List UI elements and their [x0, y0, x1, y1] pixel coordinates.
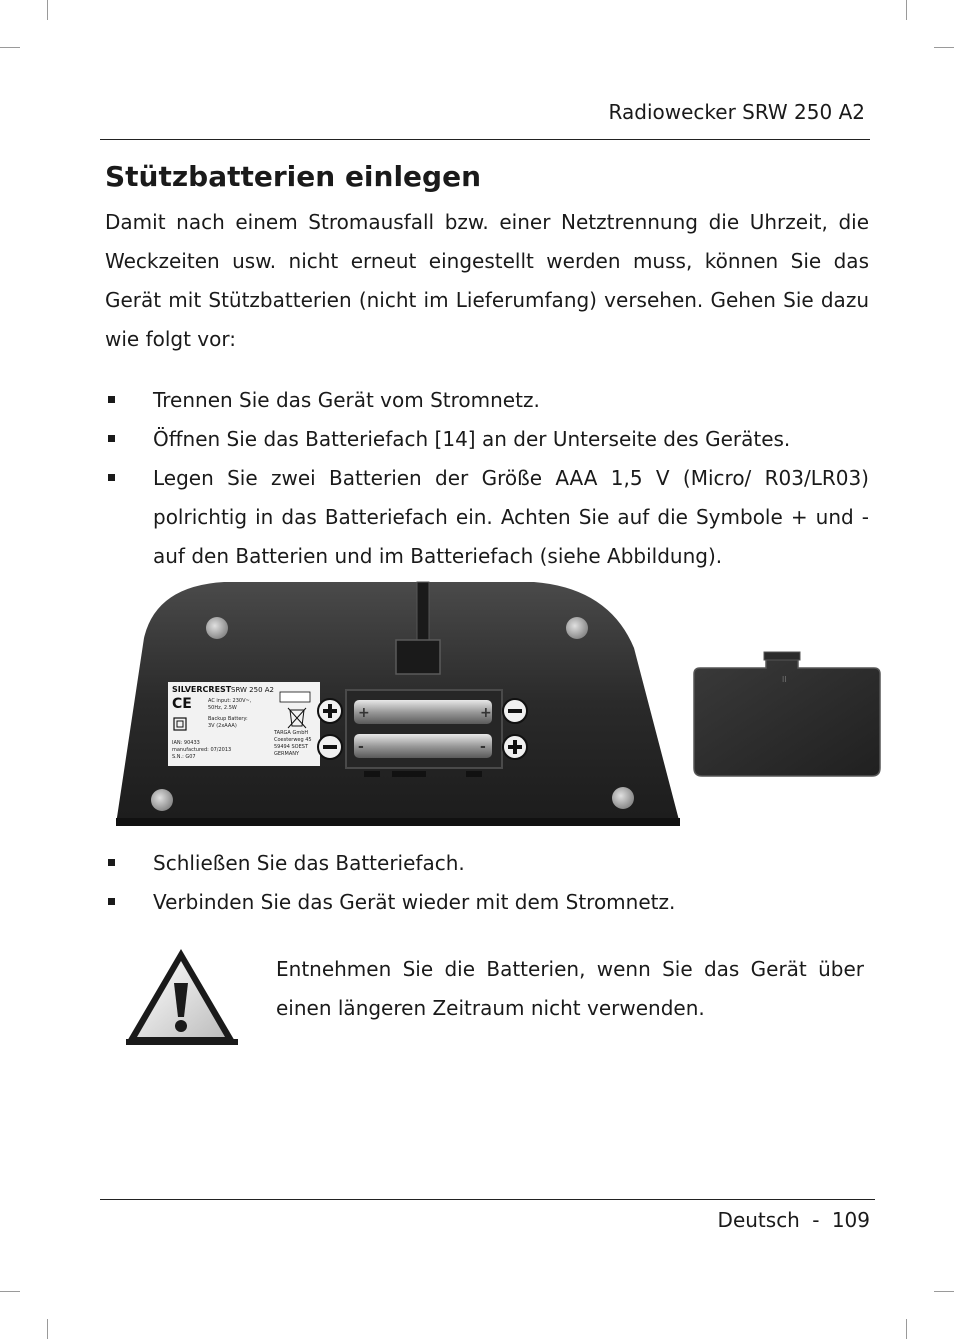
label-model: SRW 250 A2	[231, 686, 274, 694]
aaa-battery	[354, 700, 492, 724]
crop-mark	[0, 1291, 20, 1292]
bullet-square-icon	[108, 859, 115, 866]
plus-symbol-icon	[503, 735, 527, 759]
label-company-line: TARGA GmbH	[274, 730, 309, 736]
svg-text:-: -	[480, 739, 486, 755]
intro-paragraph: Damit nach einem Stromausfall bzw. einer Netztrennung die Uhrzeit, die Weckzeiten usw. nicht erneut eingestellt werden muss, können Sie das Gerät mit Stützbatterien (nicht im Lieferumfang) versehen. Gehen Sie dazu wie folgt vor:	[105, 210, 869, 351]
screw	[206, 617, 228, 639]
label-spec-line: 50Hz, 2.5W	[208, 705, 237, 711]
list-item: Verbinden Sie das Gerät wieder mit dem Stromnetz.	[105, 883, 869, 922]
battery-compartment-illustration	[114, 578, 882, 830]
list-item: Legen Sie zwei Batterien der Größe AAA 1,5 V (Micro/ R03/LR03) polrichtig in das Batteriefach ein. Achten Sie auf die Symbole + und - auf den Batterien und im Batteriefach (siehe Abbildung).	[105, 459, 869, 576]
page-footer	[100, 1208, 870, 1232]
type-label	[168, 682, 320, 766]
footer-rule	[100, 1199, 875, 1200]
section-title: Stützbatterien einlegen	[105, 160, 482, 193]
bullet-square-icon	[108, 396, 115, 403]
label-company-line: Coesterweg 45	[274, 737, 312, 743]
label-brand: SILVERCREST	[172, 685, 232, 694]
svg-text:+: +	[480, 705, 492, 721]
footer-language: Deutsch	[717, 1208, 800, 1232]
label-spec-line: 3V (2xAAA)	[208, 723, 237, 729]
label-ian-line: S.N.: G07	[172, 754, 196, 760]
svg-text:ll: ll	[782, 675, 787, 684]
bullet-square-icon	[108, 474, 115, 481]
minus-symbol-icon	[318, 735, 342, 759]
steps-list-after	[105, 844, 869, 922]
battery-lid	[694, 656, 880, 776]
list-item: Trennen Sie das Gerät vom Stromnetz.	[105, 381, 869, 420]
bullet-square-icon	[108, 898, 115, 905]
steps-list-before	[105, 381, 869, 576]
screw	[151, 789, 173, 811]
label-company-line: 59494 SOEST	[274, 744, 308, 750]
svg-text:-: -	[358, 739, 364, 755]
label-company-line: GERMANY	[274, 751, 300, 757]
label-spec-line: AC input: 230V~,	[208, 698, 252, 704]
crop-mark	[934, 47, 954, 48]
crop-mark	[47, 0, 48, 20]
warning-icon	[122, 945, 240, 1047]
crop-mark	[906, 1319, 907, 1339]
crop-mark	[0, 47, 20, 48]
list-item: Schließen Sie das Batteriefach.	[105, 844, 869, 883]
label-spec-line: Backup Battery:	[208, 716, 248, 722]
crop-mark	[47, 1319, 48, 1339]
warning-note: Entnehmen Sie die Batterien, wenn Sie das Gerät über einen längeren Zeitraum nicht verwenden.	[276, 957, 864, 1020]
bullet-square-icon	[108, 435, 115, 442]
aaa-battery	[354, 734, 492, 758]
label-ce: CE	[172, 696, 192, 712]
header-rule	[100, 139, 870, 140]
svg-text:+: +	[358, 705, 370, 721]
screw	[612, 787, 634, 809]
page-number: 109	[831, 1208, 870, 1232]
list-item: Öffnen Sie das Batteriefach [14] an der Unterseite des Gerätes.	[105, 420, 869, 459]
running-header: Radiowecker SRW 250 A2	[608, 100, 865, 124]
screw	[566, 617, 588, 639]
footer-separator: -	[812, 1208, 820, 1232]
minus-symbol-icon	[503, 699, 527, 723]
plus-symbol-icon	[318, 699, 342, 723]
label-ian-line: manufactured: 07/2013	[172, 747, 232, 753]
label-ian-line: IAN: 90433	[172, 740, 200, 746]
crop-mark	[934, 1291, 954, 1292]
crop-mark	[906, 0, 907, 20]
